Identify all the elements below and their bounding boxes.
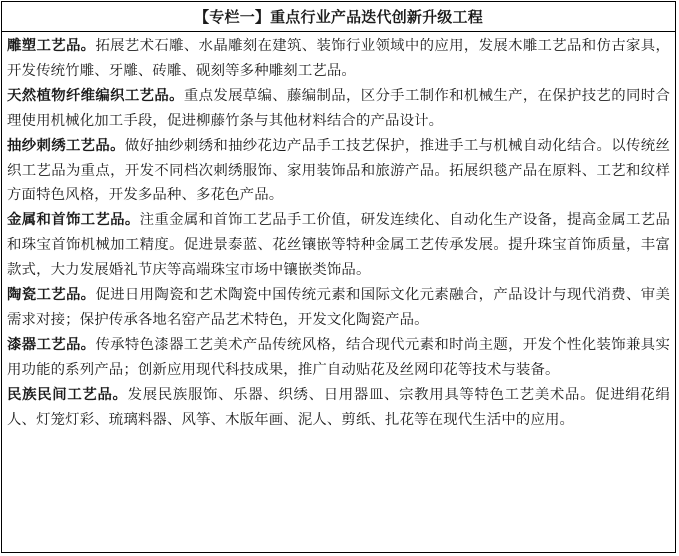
- section-heading: 天然植物纤维编织工艺品。: [7, 87, 184, 104]
- column-box: [1, 1, 676, 553]
- section-body: 注重金属和首饰工艺品手工价值，研发连续化、自动化生产设备，提高金属工艺品和珠宝首饰机械加工精度。促进景泰蓝、花丝镶嵌等特种金属工艺传承发展。提升珠宝首饰质量，丰富款式，大力发展婚礼节庆等高端珠宝市场中镶嵌类饰品。: [7, 212, 670, 279]
- section-drawnwork-embroidery: [7, 134, 670, 209]
- section-folk-crafts: [7, 383, 670, 433]
- section-sculpture: [7, 34, 670, 84]
- section-body: 传承特色漆器工艺美术产品传统风格，结合现代元素和时尚主题，开发个性化装饰兼具实用功能的系列产品；创新应用现代科技成果，推广自动贴花及丝网印花等技术与装备。: [7, 336, 671, 378]
- section-body: 重点发展草编、藤编制品，区分手工制作和机械生产，在保护技艺的同时合理使用机械化加工手段，促进柳藤竹条与其他材料结合的产品设计。: [7, 87, 670, 129]
- section-heading: 雕塑工艺品。: [7, 38, 96, 54]
- section-heading: 陶瓷工艺品。: [7, 287, 96, 304]
- section-metal-jewelry: [7, 208, 670, 283]
- column-title: 【专栏一】重点行业产品迭代创新升级工程: [2, 2, 675, 32]
- section-body: 做好抽纱刺绣和抽纱花边产品手工技艺保护，推进手工与机械自动化结合。以传统丝织工艺品为重点，开发不同档次刺绣服饰、家用装饰品和旅游产品。拓展织毯产品在原料、工艺和纹样方面特色风格，开发多品种、多花色产品。: [7, 137, 670, 204]
- section-heading: 抽纱刺绣工艺品。: [7, 137, 125, 154]
- section-heading: 漆器工艺品。: [7, 336, 96, 353]
- section-body: 促进日用陶瓷和艺术陶瓷中国传统元素和国际文化元素融合，产品设计与现代消费、审美需求对接；保护传承各地名窑产品艺术特色，开发文化陶瓷产品。: [7, 287, 671, 328]
- section-body: 拓展艺术石雕、水晶雕刻在建筑、装饰行业领域中的应用，发展木雕工艺品和仿古家具，开发传统竹雕、牙雕、砖雕、砚刻等多种雕刻工艺品。: [7, 38, 671, 79]
- section-plant-fiber-weaving: [7, 84, 670, 134]
- section-heading: 金属和首饰工艺品。: [7, 212, 140, 229]
- column-content: [2, 32, 675, 433]
- section-lacquerware: [7, 333, 670, 383]
- section-heading: 民族民间工艺品。: [7, 386, 128, 403]
- section-body: 发展民族服饰、乐器、织绣、日用器皿、宗教用具等特色工艺美术品。促进绢花绢人、灯笼灯彩、琉璃料器、风筝、木版年画、泥人、剪纸、扎花等在现代生活中的应用。: [7, 386, 671, 428]
- section-ceramics: [7, 283, 670, 333]
